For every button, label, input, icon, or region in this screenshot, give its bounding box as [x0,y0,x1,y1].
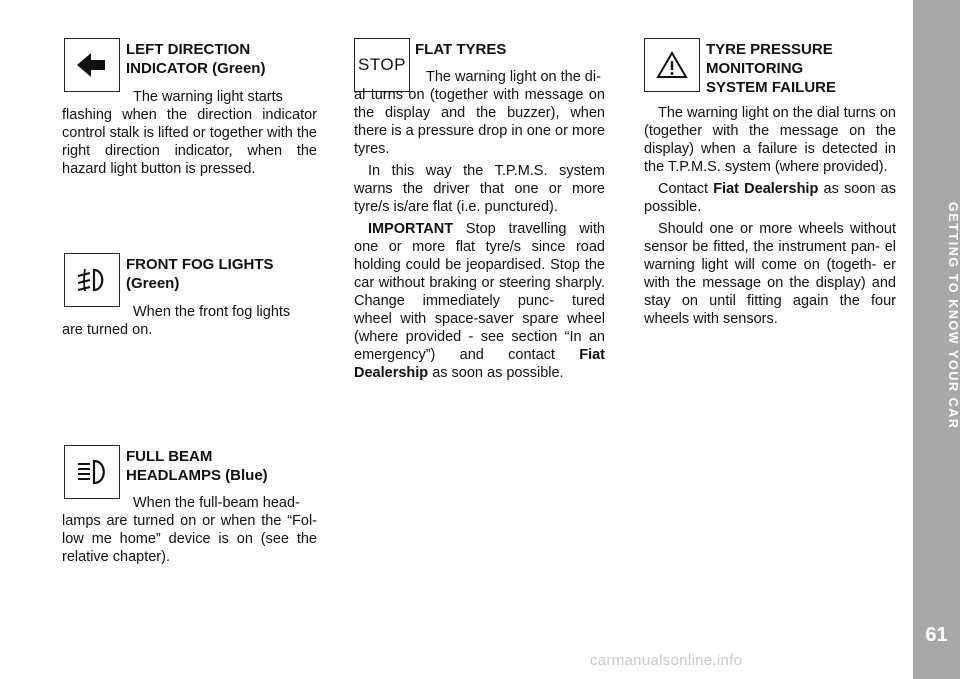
left-indicator-body: flashing when the direction indicator control stalk is lifted or together with the right direction indicator, when the hazard light button is pressed. [62,107,317,177]
left-indicator-heading [126,40,316,78]
full-beam-title-line1: FULL BEAM [126,448,213,465]
full-beam-headlamp-icon [64,445,120,499]
tpms-para1: The warning light on the dial turns on (together with the message on the display) when a failure is detected in the T.P.M.S. system (where provided). [644,105,896,175]
tpms-para2-start: Contact [658,181,708,197]
tpms-title-line2: MONITORING [706,60,804,77]
stop-icon-label: STOP [358,55,406,74]
flat-tyres-body: al turns on (together with message on the display and the buzzer), when there is a pressure drop in one or more tyres. [354,87,605,157]
chapter-sidebar [913,0,960,679]
fog-lights-title-line2: (Green) [126,275,180,292]
tpms-para3: Should one or more wheels without sensor be fitted, the instrument pan- el warning light will come on (togeth- er with the message on the display) and stay on until fitting again the four wheels with sensors. [644,221,896,327]
flat-tyres-lead: The warning light on the di- [426,69,601,85]
full-beam-heading [126,447,316,485]
tpms-text [644,104,896,332]
important-end: as soon as possible. [432,365,564,381]
warning-triangle-icon [644,38,700,92]
full-beam-body: lamps are turned on or when the “Fol- low me home” device is on (see the relative chapter). [62,513,317,565]
left-indicator-title-line2: INDICATOR (Green) [126,60,266,77]
flat-tyres-important [354,220,605,382]
important-label: IMPORTANT [368,221,454,237]
full-beam-title-line2: HEADLAMPS (Blue) [126,467,268,484]
front-fog-light-icon [64,253,120,307]
fog-lights-body: are turned on. [62,322,153,338]
flat-tyres-para2: In this way the T.P.M.S. system warns the driver that one or more tyre/s is/are flat (i.e. punctured). [354,163,605,215]
full-beam-lead: When the full-beam head- [133,495,300,511]
tpms-para2-dealer: Fiat Dealership [713,181,819,197]
left-indicator-title-line1: LEFT DIRECTION [126,41,251,58]
important-body: Stop travelling with one or more flat tyre/s since road holding could be jeopardised. Stop the car without braking or steering sharply. Change immediately punc- tured wheel with space-saver spare wheel (where provided - see section “In an emergency”) and contact [354,221,606,363]
fog-lights-text [62,303,317,339]
flat-tyres-heading: FLAT TYRES [415,41,507,58]
left-indicator-lead: The warning light starts [133,89,283,105]
tpms-title-line1: TYRE PRESSURE [706,41,833,58]
tpms-para2-end: as soon as possible. [644,181,896,215]
full-beam-text [62,494,317,566]
tpms-para2 [644,180,896,216]
watermark: carmanualsonline.info [590,652,743,669]
flat-tyres-text [354,68,605,386]
tpms-title-line3: SYSTEM FAILURE [706,79,837,96]
fog-lights-lead: When the front fog lights [133,304,291,320]
left-indicator-text [62,88,317,178]
chapter-title: GETTING TO KNOW YOUR CAR [946,202,960,430]
tpms-heading [706,40,896,97]
fog-lights-heading [126,255,316,293]
fog-lights-title-line1: FRONT FOG LIGHTS [126,256,274,273]
left-arrow-icon [64,38,120,92]
page-number: 61 [925,624,948,646]
important-dealer: Fiat Dealership [354,347,605,381]
